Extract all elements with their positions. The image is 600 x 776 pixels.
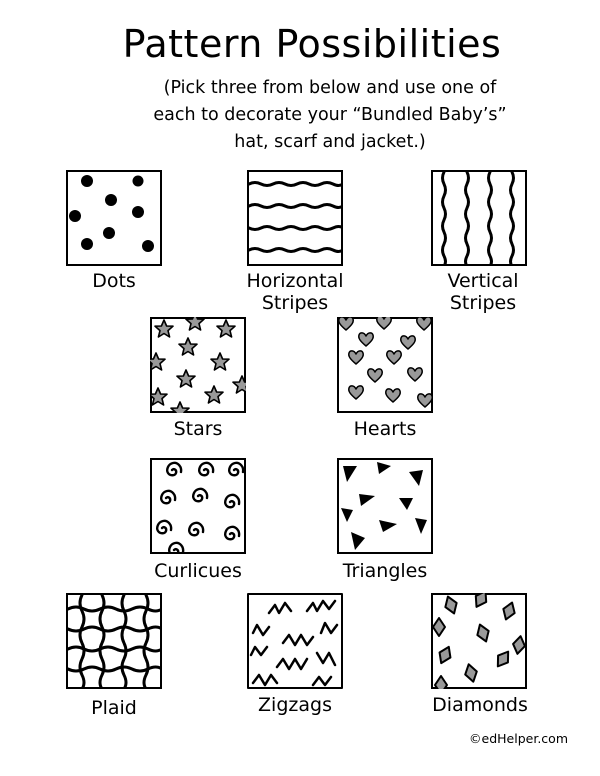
horizontal-stripes-label-line-2: Stripes xyxy=(261,292,329,314)
horizontal-stripes-pattern-tile xyxy=(247,170,343,266)
plaid-label: Plaid xyxy=(91,697,137,719)
diamonds-pattern-tile xyxy=(431,593,527,689)
hearts-label: Hearts xyxy=(353,418,417,440)
instructions-line-1: (Pick three from below and use one of xyxy=(163,78,497,98)
curlicues-label: Curlicues xyxy=(154,560,242,582)
horizontal-stripes-label-line-1: Horizontal xyxy=(246,270,344,292)
vertical-stripes-label-line-2: Stripes xyxy=(449,292,517,314)
stars-pattern-tile xyxy=(150,317,246,413)
zigzags-pattern-tile xyxy=(247,593,343,689)
dots-pattern-tile xyxy=(66,170,162,266)
hearts-pattern-tile xyxy=(337,317,433,413)
triangles-pattern-tile xyxy=(337,458,433,554)
zigzags-label: Zigzags xyxy=(258,694,332,716)
instructions-line-3: hat, scarf and jacket.) xyxy=(234,132,426,152)
dots-label: Dots xyxy=(92,270,136,292)
diamonds-label: Diamonds xyxy=(432,694,528,716)
horizontal-stripes-label xyxy=(220,270,370,314)
vertical-stripes-pattern-tile xyxy=(431,170,527,266)
vertical-stripes-label xyxy=(408,270,558,314)
stars-label: Stars xyxy=(173,418,223,440)
triangles-label: Triangles xyxy=(342,560,428,582)
vertical-stripes-label-line-1: Vertical xyxy=(447,270,519,292)
plaid-pattern-tile xyxy=(66,593,162,689)
curlicues-pattern-tile xyxy=(150,458,246,554)
page-title: Pattern Possibilities xyxy=(122,22,502,66)
instructions-line-2: each to decorate your “Bundled Baby’s” xyxy=(153,105,507,125)
copyright-credit: ©edHelper.com xyxy=(469,731,568,746)
